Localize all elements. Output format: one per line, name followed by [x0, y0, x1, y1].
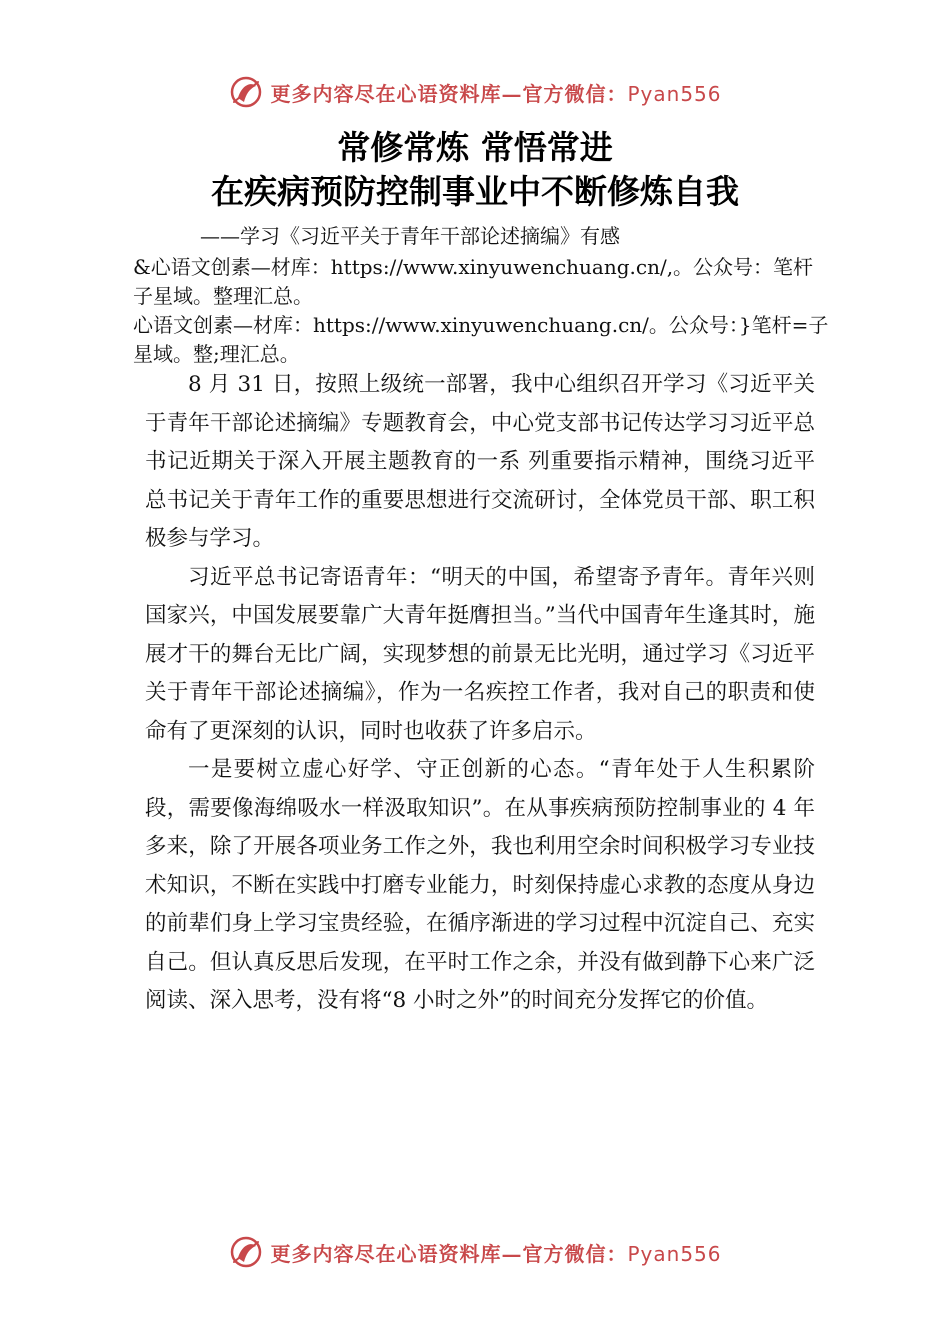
banner-text [270, 1238, 721, 1267]
body-paragraph: 习近平总书记寄语青年：“明天的中国，希望寄予青年。青年兴则国家兴，中国发展要靠广大青年挺膺担当。”当代中国青年生逢其时，施展才干的舞台无比广阔，实现梦想的前景无比光明，通过学习《习近平关于青年干部论述摘编》，作为一名疾控工作者，我对自己的职责和使命有了更深刻的认识，同时也收获了许多启示。 [145, 564, 815, 744]
banner-slogan: 更多内容尽在心语资料库—官方微信： [270, 1241, 628, 1266]
source-credits [133, 253, 833, 369]
document-body [145, 366, 815, 1021]
credit-line: &心语文创素—材库：https://www.xinyuwenchuang.cn/,。公众号：笔杆子星域。整理汇总。 [133, 255, 814, 308]
header-banner [0, 72, 950, 112]
banner-text [270, 78, 721, 107]
banner-wechat-id: Pyan556 [627, 1241, 722, 1266]
title-line-1: 常修常炼 常悟常进 [337, 128, 613, 167]
banner-slogan: 更多内容尽在心语资料库—官方微信： [270, 81, 628, 106]
footer-banner [0, 1232, 950, 1272]
body-paragraph: 一是要树立虚心好学、守正创新的心态。“青年处于人生积累阶段，需要像海绵吸水一样汲取知识”。在从事疾病预防控制事业的 4 年多来，除了开展各项业务工作之外，我也利用空余时间积极学习专业技术知识，不断在实践中打磨专业能力，时刻保持虚心求教的态度从身边的前辈们身上学习宝贵经验，在循序渐进的学习过程中沉淀自己、充实自己。但认真反思后发现，在平时工作之余，并没有做到静下心来广泛阅读、深入思考，没有将“8 小时之外”的时间充分发挥它的价值。 [145, 757, 815, 1013]
body-paragraph: 8 月 31 日，按照上级统一部署，我中心组织召开学习《习近平关于青年干部论述摘编》专题教育会，中心党支部书记传达学习习近平总书记近期关于深入开展主题教育的一系 列重要指示精神，围绕习近平总书记关于青年工作的重要思想进行交流研讨，全体党员干部、职工积极参与学习。 [145, 372, 815, 551]
brand-logo-icon [228, 1234, 264, 1270]
title-line-2: 在疾病预防控制事业中不断修炼自我 [211, 172, 739, 211]
brand-logo-icon [228, 74, 264, 110]
credit-line: 心语文创素—材库：https://www.xinyuwenchuang.cn/。公众号：}笔杆=子星域。整;理汇总。 [133, 313, 829, 366]
banner-wechat-id: Pyan556 [627, 81, 722, 106]
document-title [0, 126, 950, 214]
document-subtitle: ——学习《习近平关于青年干部论述摘编》有感 [200, 224, 620, 248]
